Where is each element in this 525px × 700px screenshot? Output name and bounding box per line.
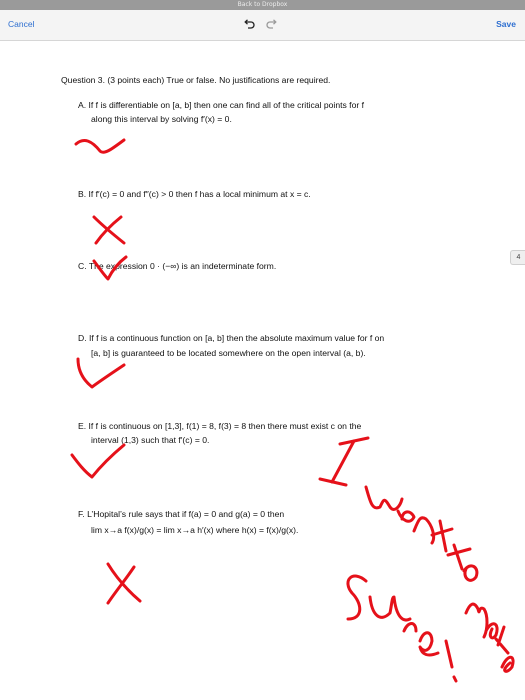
question-a-line-1: A. If f is differentiable on [a, b] then one can find all of the critical points for f [78,100,364,110]
x-mark-f-stroke-1 [108,564,140,601]
back-to-dropbox-bar[interactable]: Back to Dropbox [0,0,525,10]
handwriting-want [366,487,452,551]
question-f-line-2: lim x→a f(x)/g(x) = lim x→a h′(x) where h(x) = f(x)/g(x). [91,525,299,535]
question-d-line-1: D. If f is a continuous function on [a, b] then the absolute maximum value for f on [78,333,385,343]
document-page [0,41,525,700]
question-c-line-1: C. The expression 0 · (−∞) is an indeterminate form. [78,261,277,271]
redo-icon[interactable] [266,18,278,30]
x-mark-b-stroke-1 [94,217,124,243]
x-mark-f-stroke-2 [108,567,134,603]
check-mark-d [78,359,124,387]
handwritten-annotations [0,41,525,700]
cancel-button[interactable]: Cancel [8,19,35,29]
question-e-line-2: interval (1,3) such that f′(c) = 0. [91,435,210,445]
page-number-indicator[interactable]: 4 [510,250,525,265]
handwriting-to [448,545,477,580]
handwriting-i [320,438,368,485]
handwriting-make [466,604,513,671]
question-e-line-1: E. If f is continuous on [1,3], f(1) = 8, f(3) = 8 then there must exist c on the [78,421,362,431]
undo-icon[interactable] [243,18,255,30]
question-a-line-2: along this interval by solving f′(x) = 0. [91,114,232,124]
check-mark-e [72,445,124,477]
x-mark-b-stroke-2 [96,217,121,243]
editor-toolbar [0,10,525,41]
question-f-line-1: F. L’Hopital’s rule says that if f(a) = 0 and g(a) = 0 then [78,509,285,519]
check-mark-a [76,140,124,152]
question-d-line-2: [a, b] is guaranteed to be located somewhere on the open interval (a, b). [91,348,366,358]
question-b-line-1: B. If f′(c) = 0 and f″(c) > 0 then f has a local minimum at x = c. [78,189,311,199]
handwriting-sure [348,576,456,681]
save-button[interactable]: Save [496,19,516,29]
question-title: Question 3. (3 points each) True or false. No justifications are required. [61,75,331,85]
